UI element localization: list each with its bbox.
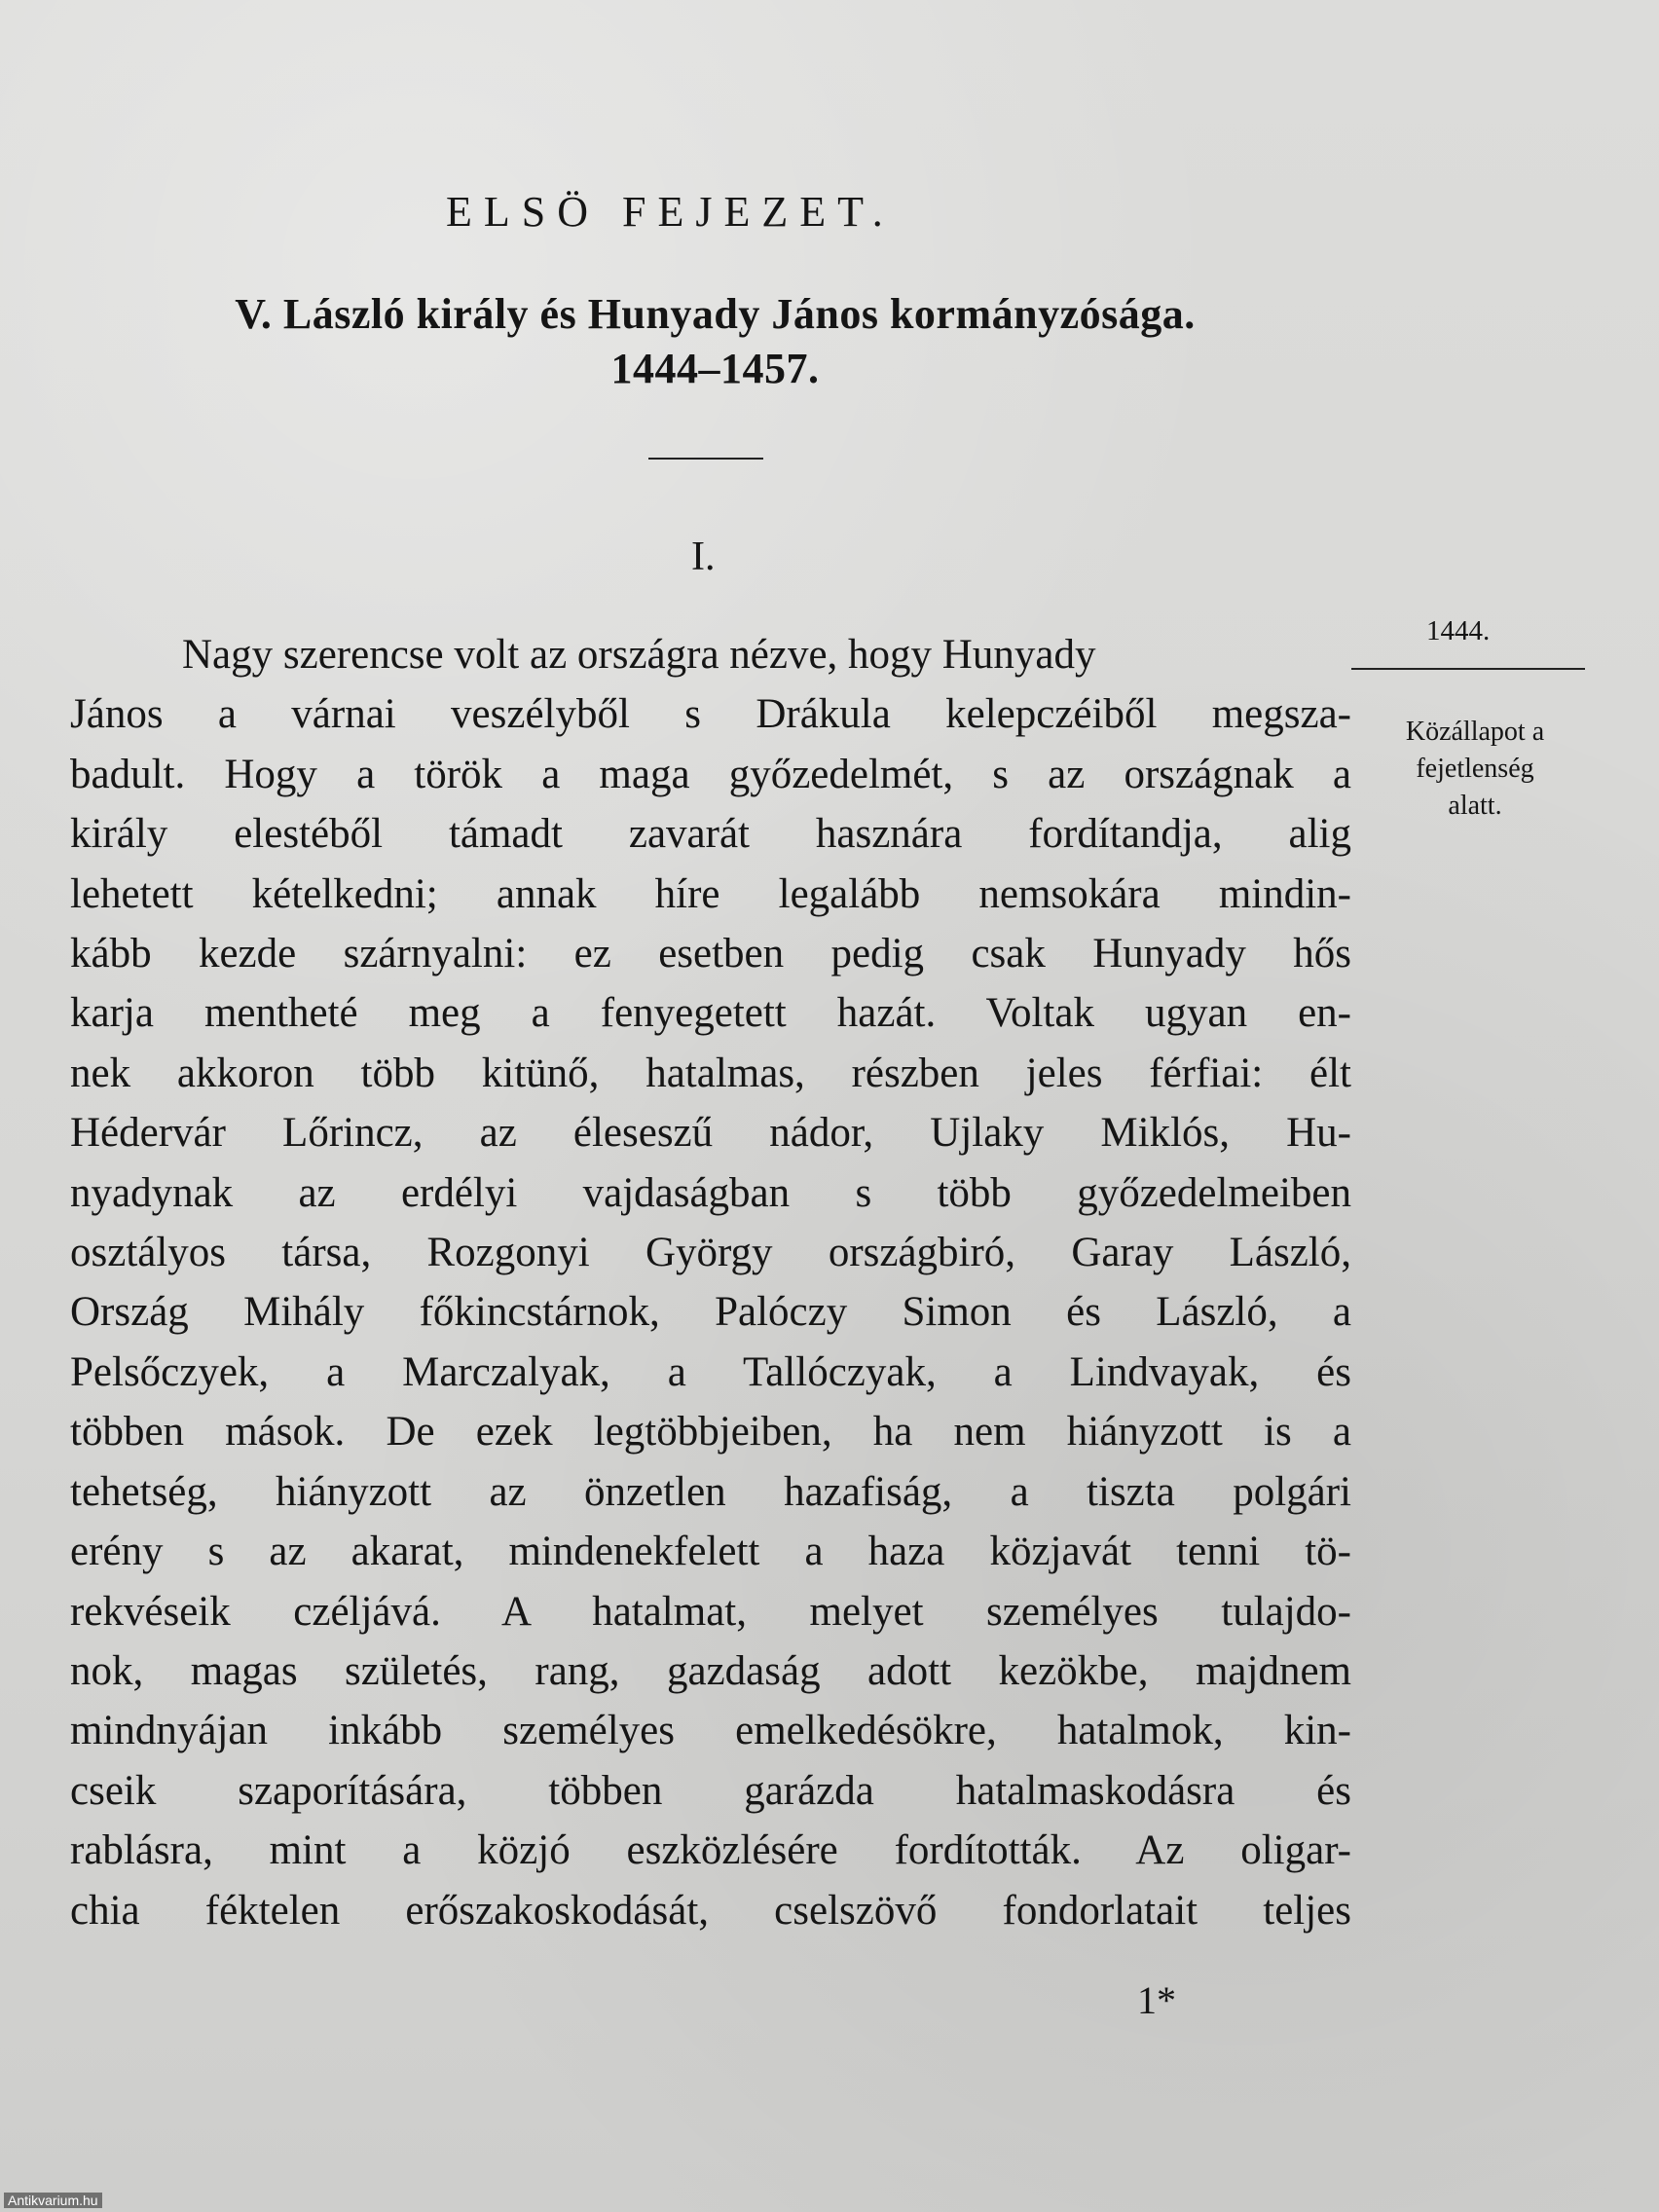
watermark: Antikvarium.hu: [4, 2193, 102, 2208]
margin-note-line-3: alatt.: [1448, 791, 1502, 821]
body-line-21: rablásra, mint a közjó eszközlésére fordították. Az oligar-: [70, 1827, 1351, 1874]
body-line-7: karja mentheté meg a fenyegetett hazát. Voltak ugyan en-: [70, 990, 1351, 1037]
body-line-1: Nagy szerencse volt az országra nézve, hogy Hunyady: [182, 632, 1096, 678]
body-line-13: Pelsőczyek, a Marczalyak, a Tallóczyak, a Lindvayak, és: [70, 1348, 1351, 1395]
body-line-15: tehetség, hiányzott az önzetlen hazafiság, a tiszta polgári: [70, 1468, 1351, 1515]
body-line-8: nek akkoron több kitünő, hatalmas, részben jeles férfiai: élt: [70, 1050, 1351, 1096]
body-line-3: badult. Hogy a török a maga győzedelmét, s az országnak a: [70, 751, 1351, 797]
body-line-19: mindnyájan inkább személyes emelkedésökre, hatalmok, kin-: [70, 1708, 1351, 1754]
title-line: V. László király és Hunyady János kormányzósága.: [235, 290, 1196, 338]
body-line-11: osztályos társa, Rozgonyi György országbiró, Garay László,: [70, 1230, 1351, 1276]
body-line-2: János a várnai veszélyből s Drákula kelepczéiből megsza-: [70, 691, 1351, 738]
body-line-18: nok, magas születés, rang, gazdaság adott kezökbe, majdnem: [70, 1647, 1351, 1694]
body-line-17: rekvéseik czéljává. A hatalmat, melyet személyes tulajdo-: [70, 1588, 1351, 1635]
section-number: I.: [691, 535, 716, 579]
body-line-5: lehetett kételkedni; annak híre legalább nemsokára mindin-: [70, 870, 1351, 917]
body-line-10: nyadynak az erdélyi vajdaságban s több győzedelmeiben: [70, 1169, 1351, 1216]
body-line-22: chia féktelen erőszakoskodását, cselszövő fondorlatait teljes: [70, 1887, 1351, 1934]
margin-note-line-2: fejetlenség: [1416, 754, 1534, 784]
main-text: [70, 625, 1351, 1940]
body-line-16: erény s az akarat, mindenekfelett a haza közjavát tenni tö-: [70, 1529, 1351, 1575]
body-line-12: Ország Mihály főkincstárnok, Palóczy Simon és László, a: [70, 1289, 1351, 1336]
body-line-6: kább kezde szárnyalni: ez esetben pedig csak Hunyady hős: [70, 931, 1351, 977]
margin-note: [1363, 714, 1587, 825]
body-line-14: többen mások. De ezek legtöbbjeiben, ha nem hiányzott is a: [70, 1409, 1351, 1456]
body-line-20: cseik szaporítására, többen garázda hatalmaskodásra és: [70, 1767, 1351, 1814]
chapter-label: ELSÖ FEJEZET.: [446, 188, 895, 236]
chapter-title: [70, 287, 1360, 396]
page-number: 1*: [1137, 1978, 1176, 2022]
margin-note-line-1: Közállapot a: [1405, 717, 1545, 747]
body-line-9: Hédervár Lőrincz, az éleseszű nádor, Ujlaky Miklós, Hu-: [70, 1110, 1351, 1157]
title-years: 1444–1457.: [610, 345, 820, 392]
margin-year: 1444.: [1426, 615, 1491, 646]
body-line-4: király elestéből támadt zavarát hasznára fordítandja, alig: [70, 811, 1351, 858]
title-separator: [648, 458, 763, 460]
margin-rule: [1351, 668, 1585, 670]
